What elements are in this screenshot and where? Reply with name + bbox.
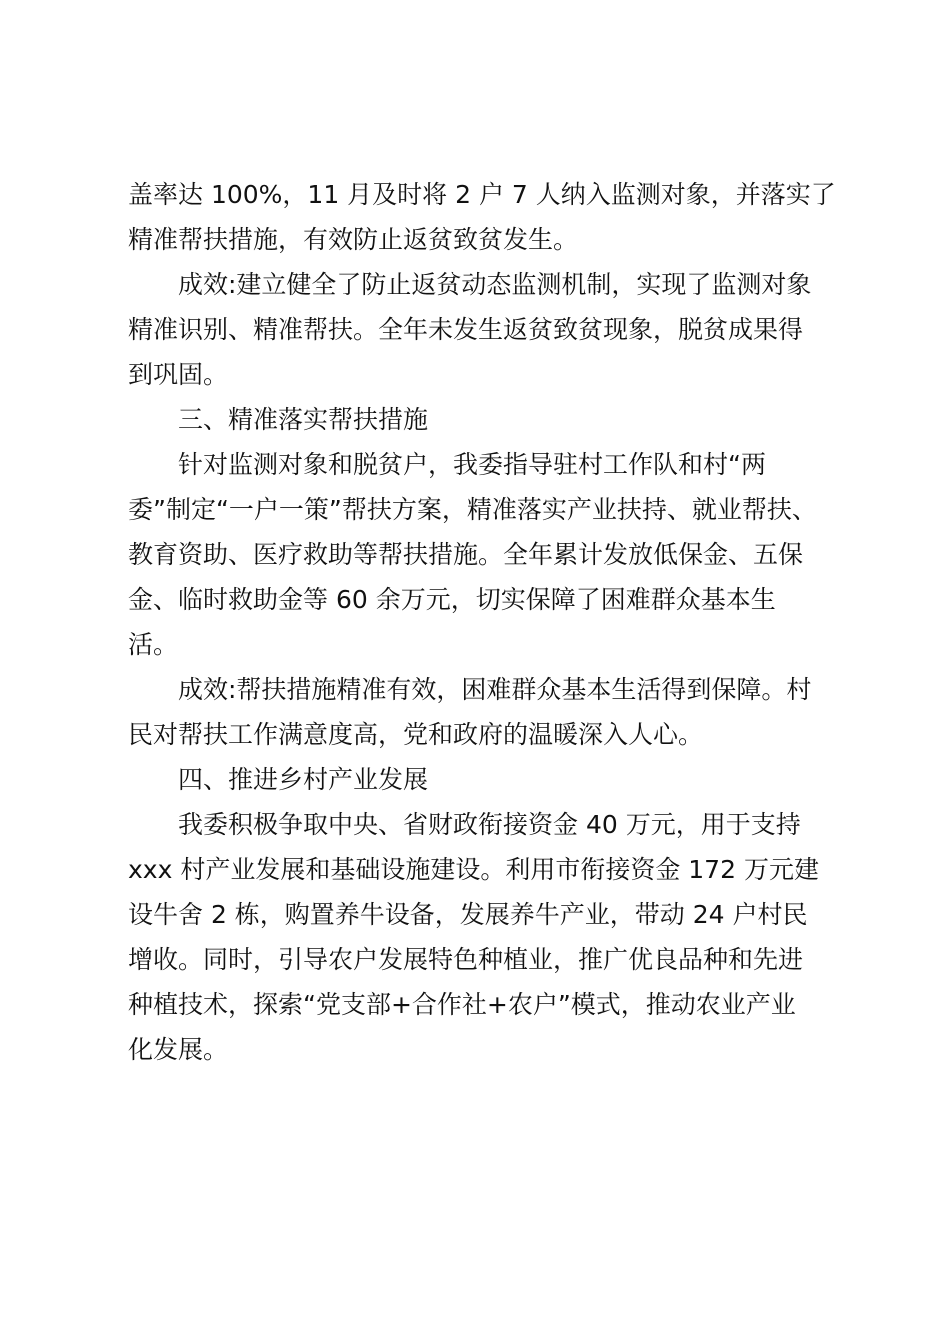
- text-line-1: 盖率达 100%，11 月及时将 2 户 7 人纳入监测对象，并落实了: [128, 180, 836, 209]
- text-line-16: xxx 村产业发展和基础设施建设。利用市衔接资金 172 万元建: [128, 855, 819, 884]
- text-line-12: 成效:帮扶措施精准有效，困难群众基本生活得到保障。村: [178, 675, 812, 704]
- section-heading-4: 四、推进乡村产业发展: [178, 765, 429, 794]
- text-line-3: 成效:建立健全了防止返贫动态监测机制，实现了监测对象: [178, 270, 812, 299]
- text-line-13: 民对帮扶工作满意度高，党和政府的温暖深入人心。: [128, 720, 704, 749]
- text-line-2: 精准帮扶措施，有效防止返贫致贫发生。: [128, 225, 579, 254]
- text-line-8: 委”制定“一户一策”帮扶方案，精准落实产业扶持、就业帮扶、: [128, 495, 817, 524]
- text-line-9: 教育资助、医疗救助等帮扶措施。全年累计发放低保金、五保: [128, 540, 804, 569]
- text-line-18: 增收。同时，引导农户发展特色种植业，推广优良品种和先进: [128, 945, 804, 974]
- text-line-11: 活。: [128, 630, 179, 659]
- text-line-7: 针对监测对象和脱贫户，我委指导驻村工作队和村“两: [178, 450, 766, 479]
- text-line-4: 精准识别、精准帮扶。全年未发生返贫致贫现象，脱贫成果得: [128, 315, 804, 344]
- text-line-17: 设牛舍 2 栋，购置养牛设备，发展养牛产业，带动 24 户村民: [128, 900, 808, 929]
- text-line-5: 到巩固。: [128, 360, 229, 389]
- text-line-20: 化发展。: [128, 1035, 229, 1064]
- text-line-19: 种植技术，探索“党支部+合作社+农户”模式，推动农业产业: [128, 990, 796, 1019]
- text-line-10: 金、临时救助金等 60 余万元，切实保障了困难群众基本生: [128, 585, 776, 614]
- section-heading-3: 三、精准落实帮扶措施: [178, 405, 429, 434]
- text-line-15: 我委积极争取中央、省财政衔接资金 40 万元，用于支持: [178, 810, 801, 839]
